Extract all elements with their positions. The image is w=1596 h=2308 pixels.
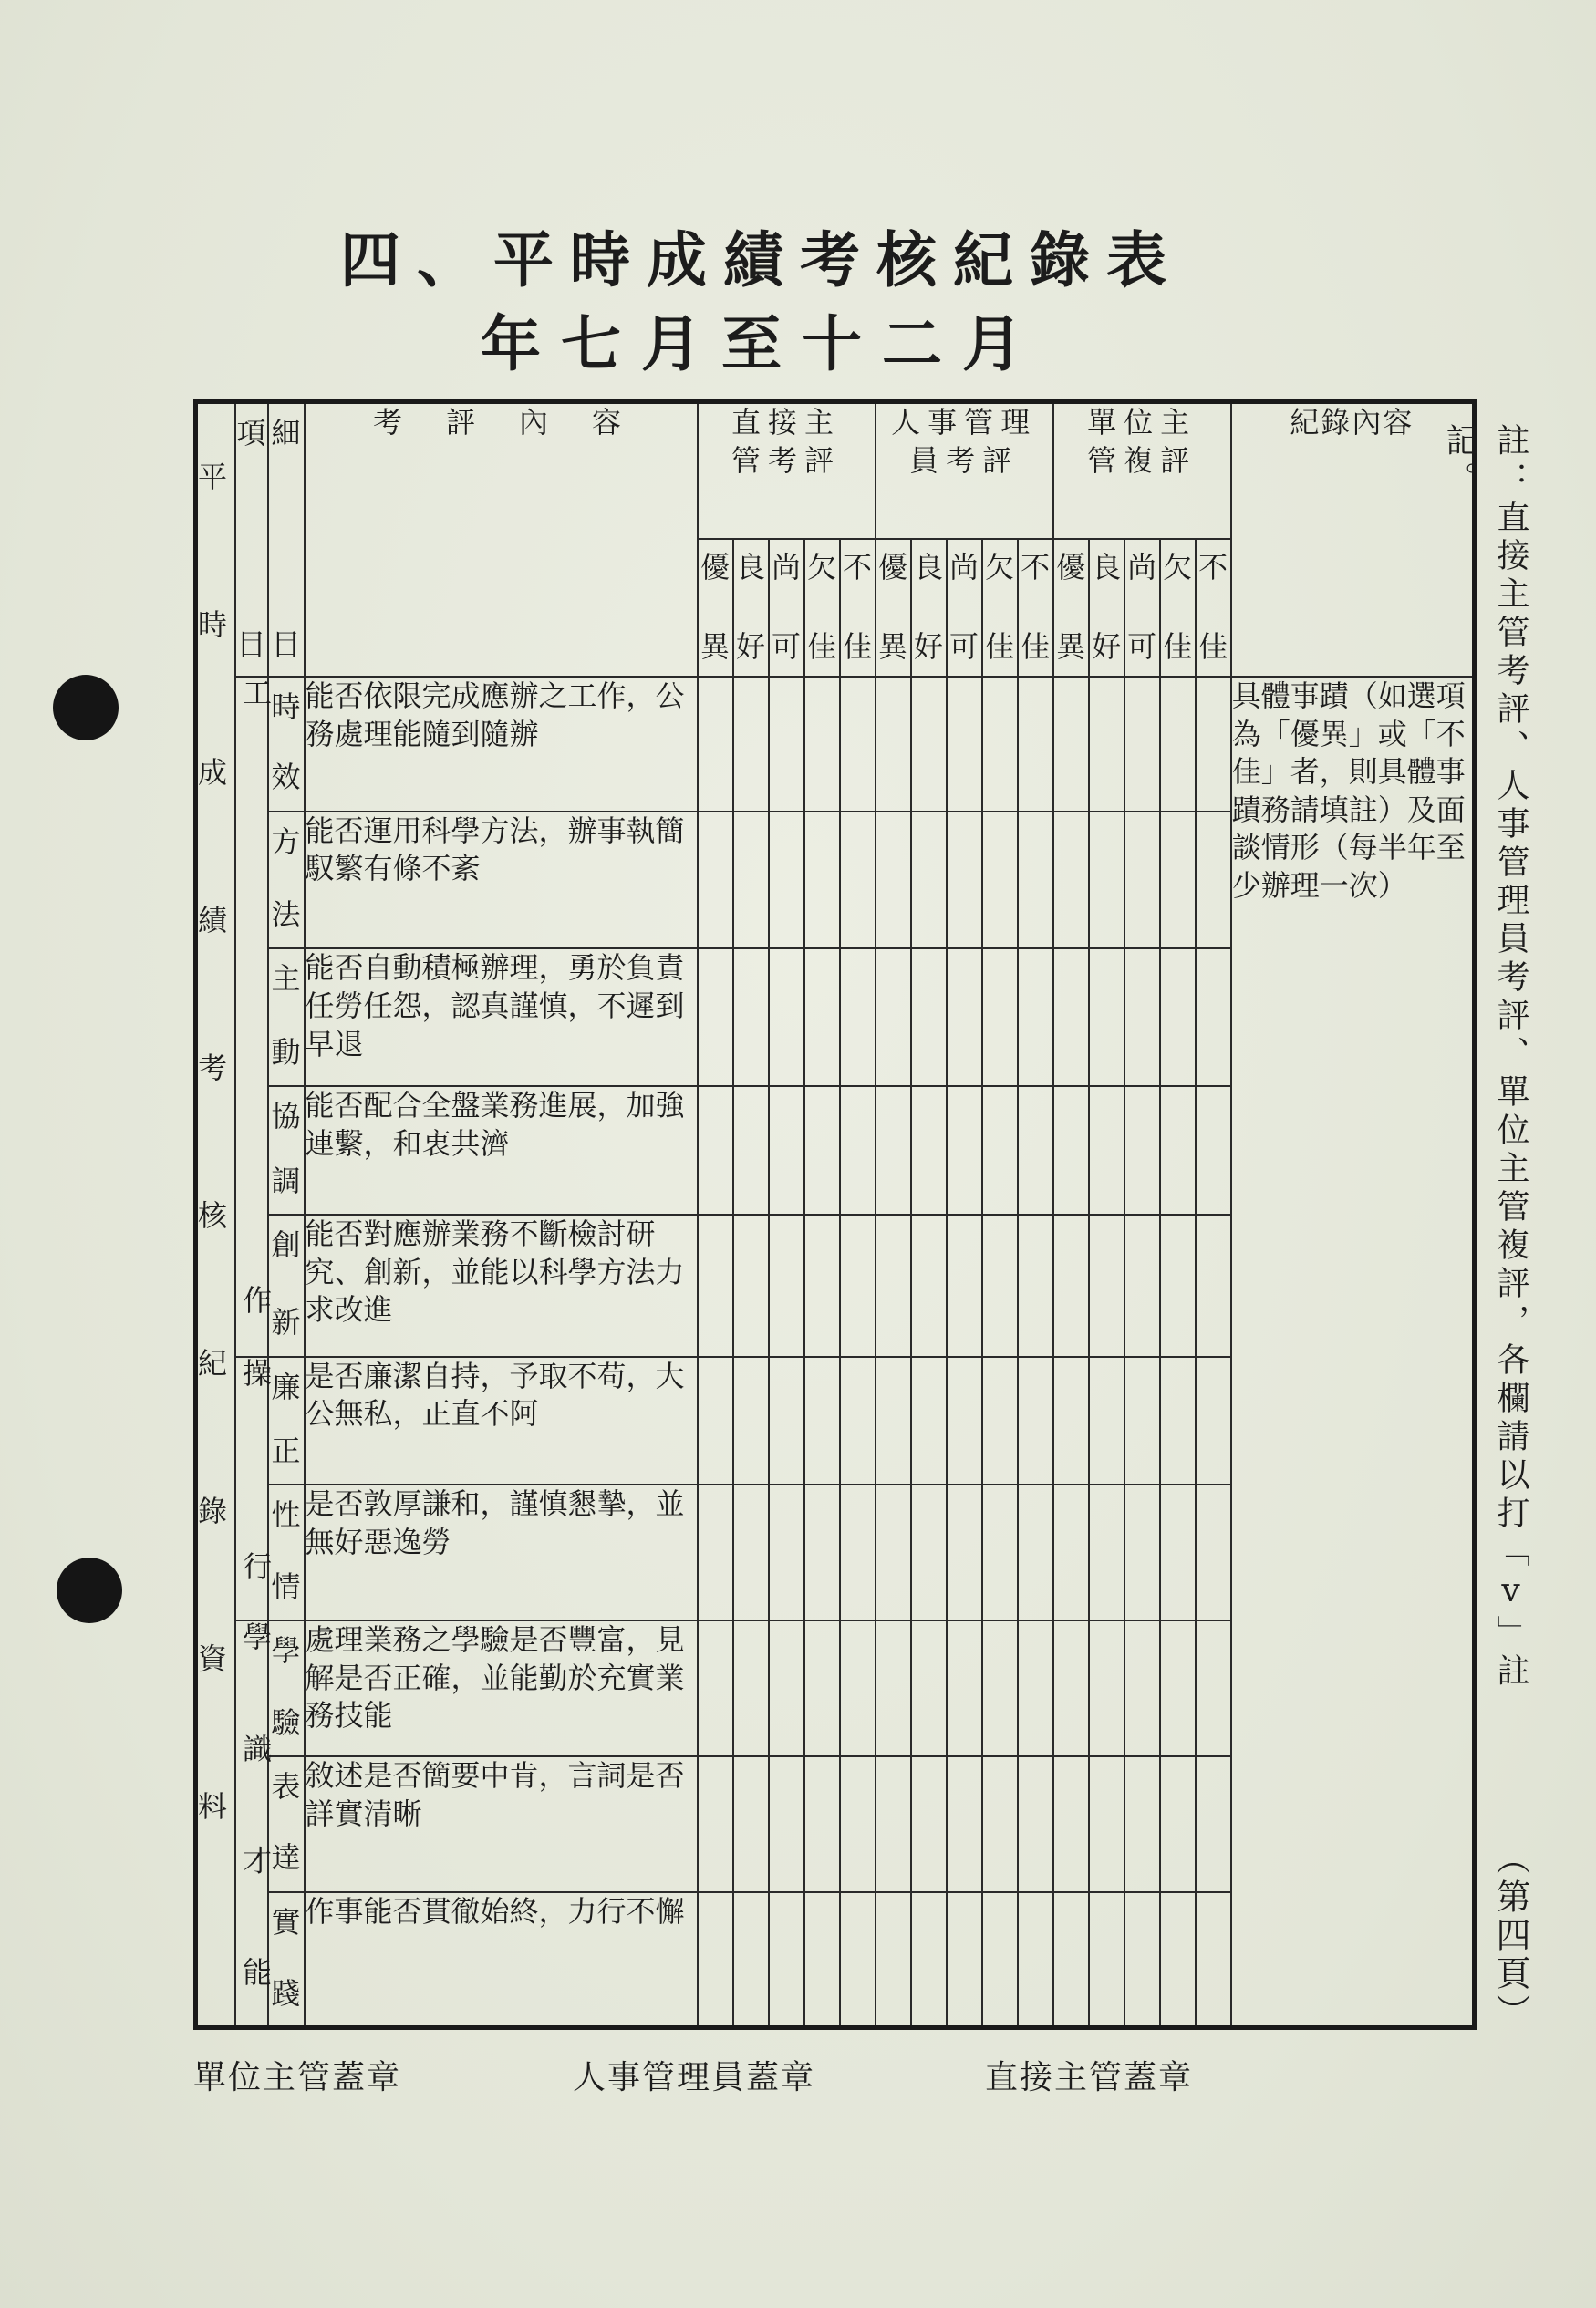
evaluator-unit-header xyxy=(1053,402,1231,540)
grade-checkbox-cell[interactable] xyxy=(876,1756,911,1892)
sub-item-char-bottom: 達 xyxy=(271,1840,301,1876)
sub-item-char-top: 性 xyxy=(271,1497,301,1533)
grade-checkbox-cell[interactable] xyxy=(1018,677,1053,812)
grade-checkbox-cell[interactable] xyxy=(1089,1756,1124,1892)
grade-checkbox-cell[interactable] xyxy=(840,1620,876,1756)
grade-checkbox-cell[interactable] xyxy=(733,1756,769,1892)
criteria-text: 是否廉潔自持，予取不苟，大公無私，正直不阿 xyxy=(305,1358,685,1432)
grade-checkbox-cell[interactable] xyxy=(840,1485,876,1620)
grade-checkbox-cell[interactable] xyxy=(733,1215,769,1357)
grade-checkbox-cell[interactable] xyxy=(1160,948,1196,1086)
grade-checkbox-cell[interactable] xyxy=(1053,948,1089,1086)
grade-checkbox-cell[interactable] xyxy=(876,812,911,949)
grade-checkbox-cell[interactable] xyxy=(1089,677,1124,812)
grade-checkbox-cell[interactable] xyxy=(1196,1620,1231,1756)
record-content-cell[interactable] xyxy=(1231,677,1475,2028)
grade-checkbox-cell[interactable] xyxy=(1053,1357,1089,1485)
stamp-unit-supervisor: 單位主管蓋章 xyxy=(193,2059,402,2096)
grade-checkbox-cell[interactable] xyxy=(911,677,947,812)
item-label-b: 目 xyxy=(236,627,266,663)
grade-char-top: 不 xyxy=(843,550,873,585)
grade-header xyxy=(1196,539,1231,677)
grade-checkbox-cell[interactable] xyxy=(1124,1892,1160,2028)
sub-item-char-top: 實 xyxy=(271,1904,301,1940)
grade-checkbox-cell[interactable] xyxy=(876,1892,911,2028)
grade-checkbox-cell[interactable] xyxy=(1053,1086,1089,1215)
section-label-char: 核 xyxy=(198,1198,228,1234)
grade-header xyxy=(1089,539,1124,677)
grade-checkbox-cell[interactable] xyxy=(1018,1215,1053,1357)
grade-checkbox-cell[interactable] xyxy=(733,812,769,949)
grade-checkbox-cell[interactable] xyxy=(1160,1357,1196,1485)
grade-checkbox-cell[interactable] xyxy=(1089,1892,1124,2028)
grade-checkbox-cell[interactable] xyxy=(876,1485,911,1620)
grade-checkbox-cell[interactable] xyxy=(804,1485,840,1620)
grade-checkbox-cell[interactable] xyxy=(1124,1485,1160,1620)
criteria-text: 能否配合全盤業務進展，加強連繫，和衷共濟 xyxy=(305,1088,685,1161)
grade-checkbox-cell[interactable] xyxy=(769,1620,804,1756)
grade-checkbox-cell[interactable] xyxy=(804,677,840,812)
binder-hole-top xyxy=(53,675,119,740)
grade-header xyxy=(1160,539,1196,677)
grade-header xyxy=(982,539,1018,677)
section-label-char: 紀 xyxy=(198,1346,228,1382)
grade-header xyxy=(733,539,769,677)
evaluator-line-1: 單位主 xyxy=(1087,405,1197,440)
grade-checkbox-cell[interactable] xyxy=(769,1086,804,1215)
grade-checkbox-cell[interactable] xyxy=(947,1086,982,1215)
sub-item-char-bottom: 新 xyxy=(271,1305,301,1340)
grade-checkbox-cell[interactable] xyxy=(911,1756,947,1892)
grade-checkbox-cell[interactable] xyxy=(1089,948,1124,1086)
grade-checkbox-cell[interactable] xyxy=(1018,1620,1053,1756)
grade-char-bottom: 佳 xyxy=(843,629,873,665)
grade-char-top: 尚 xyxy=(949,550,979,585)
grade-checkbox-cell[interactable] xyxy=(1160,1756,1196,1892)
grade-checkbox-cell[interactable] xyxy=(1053,812,1089,949)
criteria-text: 能否對應辦業務不斷檢討研究、創新，並能以科學方法力求改進 xyxy=(305,1216,685,1328)
grade-checkbox-cell[interactable] xyxy=(1018,1892,1053,2028)
grade-checkbox-cell[interactable] xyxy=(911,1215,947,1357)
grade-checkbox-cell[interactable] xyxy=(840,1215,876,1357)
grade-checkbox-cell[interactable] xyxy=(769,1357,804,1485)
grade-checkbox-cell[interactable] xyxy=(876,1357,911,1485)
grade-char-bottom: 佳 xyxy=(1021,629,1051,665)
grade-checkbox-cell[interactable] xyxy=(840,1756,876,1892)
grade-checkbox-cell[interactable] xyxy=(1160,677,1196,812)
grade-checkbox-cell[interactable] xyxy=(1018,948,1053,1086)
grade-checkbox-cell[interactable] xyxy=(769,948,804,1086)
sub-item-char-top: 方 xyxy=(271,823,301,859)
grade-checkbox-cell[interactable] xyxy=(947,1620,982,1756)
grade-checkbox-cell[interactable] xyxy=(911,1892,947,2028)
section-label-cell xyxy=(196,402,235,2028)
grade-checkbox-cell[interactable] xyxy=(1089,1485,1124,1620)
sub-item-char-bottom: 踐 xyxy=(271,1976,301,2012)
category-cell xyxy=(235,677,274,1357)
sub-item-char-top: 廉 xyxy=(271,1369,301,1404)
grade-checkbox-cell[interactable] xyxy=(733,1086,769,1215)
grade-checkbox-cell[interactable] xyxy=(769,812,804,949)
stamp-hr-officer: 人事管理員蓋章 xyxy=(573,2059,816,2096)
grade-checkbox-cell[interactable] xyxy=(1053,1892,1089,2028)
grade-checkbox-cell[interactable] xyxy=(947,948,982,1086)
grade-char-bottom: 佳 xyxy=(1198,629,1228,665)
grade-char-bottom: 佳 xyxy=(985,629,1015,665)
grade-checkbox-cell[interactable] xyxy=(1018,1086,1053,1215)
grade-char-bottom: 異 xyxy=(878,629,908,665)
grade-header xyxy=(1124,539,1160,677)
criteria-cell xyxy=(305,948,698,1086)
record-label: 紀錄內容 xyxy=(1290,405,1415,440)
grade-checkbox-cell[interactable] xyxy=(982,677,1018,812)
grade-char-top: 欠 xyxy=(806,550,836,585)
grade-checkbox-cell[interactable] xyxy=(1053,1485,1089,1620)
grade-checkbox-cell[interactable] xyxy=(1018,1756,1053,1892)
grade-char-bottom: 佳 xyxy=(1163,629,1193,665)
grade-checkbox-cell[interactable] xyxy=(911,1485,947,1620)
grade-checkbox-cell[interactable] xyxy=(840,948,876,1086)
criteria-cell xyxy=(305,1357,698,1485)
evaluator-line-1: 人事管理 xyxy=(891,405,1038,440)
category-label: 工作 xyxy=(238,678,274,1318)
grade-checkbox-cell[interactable] xyxy=(804,1357,840,1485)
criteria-label: 考 評 內 容 xyxy=(372,405,628,440)
grade-checkbox-cell[interactable] xyxy=(840,1892,876,2028)
grade-checkbox-cell[interactable] xyxy=(876,1215,911,1357)
criteria-text: 敘述是否簡要中肯，言詞是否詳實清晰 xyxy=(305,1757,685,1831)
grade-checkbox-cell[interactable] xyxy=(733,948,769,1086)
sub-item-char-bottom: 效 xyxy=(271,760,301,795)
grade-checkbox-cell[interactable] xyxy=(876,948,911,1086)
grade-checkbox-cell[interactable] xyxy=(1160,1485,1196,1620)
grade-checkbox-cell[interactable] xyxy=(947,1485,982,1620)
form-period: 年七月至十二月 xyxy=(481,308,1042,379)
grade-checkbox-cell[interactable] xyxy=(1124,1357,1160,1485)
sub-item-char-top: 學 xyxy=(271,1633,301,1669)
grade-checkbox-cell[interactable] xyxy=(1053,677,1089,812)
category-label: 操行 xyxy=(238,1357,274,1584)
grade-checkbox-cell[interactable] xyxy=(769,1892,804,2028)
sub-item-char-bottom: 情 xyxy=(271,1568,301,1604)
sub-item-char-top: 時 xyxy=(271,689,301,724)
grade-checkbox-cell[interactable] xyxy=(947,677,982,812)
grade-checkbox-cell[interactable] xyxy=(698,1485,733,1620)
section-label-char: 料 xyxy=(198,1789,228,1825)
evaluator-hr-header xyxy=(876,402,1053,540)
grade-checkbox-cell[interactable] xyxy=(1160,812,1196,949)
grade-char-top: 優 xyxy=(700,550,730,585)
grade-checkbox-cell[interactable] xyxy=(1089,1357,1124,1485)
grade-char-bottom: 好 xyxy=(1092,629,1122,665)
grade-char-bottom: 可 xyxy=(949,629,979,665)
grade-checkbox-cell[interactable] xyxy=(911,1620,947,1756)
section-label-char: 資 xyxy=(198,1641,228,1677)
grade-char-top: 良 xyxy=(1092,550,1122,585)
grade-header xyxy=(911,539,947,677)
grade-checkbox-cell[interactable] xyxy=(804,1086,840,1215)
grade-checkbox-cell[interactable] xyxy=(1160,1215,1196,1357)
section-label-char: 成 xyxy=(198,755,228,791)
grade-checkbox-cell[interactable] xyxy=(947,1215,982,1357)
grade-char-bottom: 好 xyxy=(735,629,765,665)
grade-checkbox-cell[interactable] xyxy=(1124,1215,1160,1357)
grade-checkbox-cell[interactable] xyxy=(1196,812,1231,949)
grade-checkbox-cell[interactable] xyxy=(1124,677,1160,812)
criteria-text: 是否敦厚謙和，謹慎懇摯，並無好惡逸勞 xyxy=(305,1486,685,1560)
grade-checkbox-cell[interactable] xyxy=(1053,1756,1089,1892)
grade-char-top: 尚 xyxy=(1127,550,1157,585)
grade-char-bottom: 可 xyxy=(1127,629,1157,665)
section-label-char: 時 xyxy=(198,607,228,643)
grade-header xyxy=(804,539,840,677)
grade-char-bottom: 異 xyxy=(1056,629,1086,665)
grade-checkbox-cell[interactable] xyxy=(698,1086,733,1215)
grade-checkbox-cell[interactable] xyxy=(840,812,876,949)
grade-checkbox-cell[interactable] xyxy=(698,677,733,812)
section-label-char: 考 xyxy=(198,1051,228,1086)
criteria-cell xyxy=(305,812,698,949)
grade-checkbox-cell[interactable] xyxy=(698,1215,733,1357)
grade-char-top: 不 xyxy=(1198,550,1228,585)
section-label-char: 績 xyxy=(198,903,228,938)
side-note: 註：直接主管考評、人事管理員考評、單位主管複評，各欄請以打「v」註記。 xyxy=(1441,423,1529,1692)
grade-checkbox-cell[interactable] xyxy=(1196,1756,1231,1892)
grade-checkbox-cell[interactable] xyxy=(804,948,840,1086)
grade-checkbox-cell[interactable] xyxy=(982,1485,1018,1620)
grade-checkbox-cell[interactable] xyxy=(1089,1620,1124,1756)
grade-char-top: 良 xyxy=(735,550,765,585)
grade-checkbox-cell[interactable] xyxy=(1160,1086,1196,1215)
grade-header xyxy=(1018,539,1053,677)
sub-label-b: 目 xyxy=(271,627,301,663)
criteria-cell xyxy=(305,1892,698,2028)
grade-checkbox-cell[interactable] xyxy=(804,1756,840,1892)
grade-char-top: 優 xyxy=(878,550,908,585)
grade-checkbox-cell[interactable] xyxy=(1160,1620,1196,1756)
grade-checkbox-cell[interactable] xyxy=(911,1357,947,1485)
grade-checkbox-cell[interactable] xyxy=(769,1215,804,1357)
item-label-a: 項 xyxy=(236,416,266,450)
grade-checkbox-cell[interactable] xyxy=(876,677,911,812)
grade-checkbox-cell[interactable] xyxy=(1124,812,1160,949)
grade-checkbox-cell[interactable] xyxy=(911,812,947,949)
grade-checkbox-cell[interactable] xyxy=(769,1485,804,1620)
evaluator-direct-header xyxy=(698,402,876,540)
criteria-cell xyxy=(305,1620,698,1756)
evaluator-line-2: 管複評 xyxy=(1087,442,1197,478)
grade-checkbox-cell[interactable] xyxy=(1124,948,1160,1086)
grade-checkbox-cell[interactable] xyxy=(876,1086,911,1215)
grade-checkbox-cell[interactable] xyxy=(1124,1086,1160,1215)
grade-header xyxy=(1053,539,1089,677)
section-label-char: 平 xyxy=(198,460,228,495)
grade-checkbox-cell[interactable] xyxy=(876,1620,911,1756)
grade-checkbox-cell[interactable] xyxy=(1196,1357,1231,1485)
grade-checkbox-cell[interactable] xyxy=(1196,1892,1231,2028)
grade-checkbox-cell[interactable] xyxy=(733,1485,769,1620)
criteria-text: 作事能否貫徹始終，力行不懈 xyxy=(305,1893,685,1929)
grade-checkbox-cell[interactable] xyxy=(840,1086,876,1215)
grade-checkbox-cell[interactable] xyxy=(982,1892,1018,2028)
sub-label-cell xyxy=(268,402,305,678)
sub-item-char-bottom: 法 xyxy=(271,897,301,933)
grade-header xyxy=(947,539,982,677)
criteria-cell xyxy=(305,677,698,812)
grade-checkbox-cell[interactable] xyxy=(982,1357,1018,1485)
grade-checkbox-cell[interactable] xyxy=(1053,1215,1089,1357)
criteria-text: 能否運用科學方法，辦事執簡馭繁有條不紊 xyxy=(305,812,685,886)
grade-checkbox-cell[interactable] xyxy=(1018,1357,1053,1485)
grade-checkbox-cell[interactable] xyxy=(698,948,733,1086)
grade-checkbox-cell[interactable] xyxy=(1196,948,1231,1086)
criteria-text: 能否自動積極辦理，勇於負責任勞任怨，認真謹慎，不遲到早退 xyxy=(305,950,685,1061)
grade-char-top: 欠 xyxy=(1163,550,1193,585)
grade-char-top: 不 xyxy=(1021,550,1051,585)
category-cell xyxy=(235,1620,274,2027)
evaluator-line-2: 管考評 xyxy=(731,442,842,478)
category-cell xyxy=(235,1357,274,1620)
criteria-text: 能否依限完成應辦之工作，公務處理能隨到隨辦 xyxy=(305,678,685,751)
grade-checkbox-cell[interactable] xyxy=(1124,1756,1160,1892)
grade-checkbox-cell[interactable] xyxy=(1196,1086,1231,1215)
grade-checkbox-cell[interactable] xyxy=(733,1357,769,1485)
grade-char-top: 良 xyxy=(914,550,944,585)
grade-checkbox-cell[interactable] xyxy=(733,1892,769,2028)
section-label-char: 錄 xyxy=(198,1494,228,1529)
grade-checkbox-cell[interactable] xyxy=(1196,1215,1231,1357)
grade-checkbox-cell[interactable] xyxy=(804,812,840,949)
record-note: 具體事蹟（如選項為「優異」或「不佳」者，則具體事蹟務請填註）及面談情形（每半年至少辦理一次） xyxy=(1231,678,1466,903)
criteria-text: 處理業務之學驗是否豐富，見解是否正確，並能勤於充實業務技能 xyxy=(305,1622,685,1734)
grade-checkbox-cell[interactable] xyxy=(982,948,1018,1086)
grade-checkbox-cell[interactable] xyxy=(1018,1485,1053,1620)
grade-checkbox-cell[interactable] xyxy=(1196,1485,1231,1620)
evaluator-line-1: 直接主 xyxy=(731,405,842,440)
grade-char-top: 尚 xyxy=(771,550,801,585)
grade-checkbox-cell[interactable] xyxy=(1089,1215,1124,1357)
grade-checkbox-cell[interactable] xyxy=(911,1086,947,1215)
grade-checkbox-cell[interactable] xyxy=(982,812,1018,949)
grade-checkbox-cell[interactable] xyxy=(982,1620,1018,1756)
sub-item-char-bottom: 動 xyxy=(271,1034,301,1070)
grade-checkbox-cell[interactable] xyxy=(947,1756,982,1892)
grade-checkbox-cell[interactable] xyxy=(698,1756,733,1892)
grade-checkbox-cell[interactable] xyxy=(982,1086,1018,1215)
sub-item-char-top: 主 xyxy=(271,961,301,997)
grade-checkbox-cell[interactable] xyxy=(1018,812,1053,949)
grade-char-bottom: 異 xyxy=(700,629,730,665)
criteria-cell xyxy=(305,1756,698,1892)
grade-checkbox-cell[interactable] xyxy=(947,1357,982,1485)
grade-checkbox-cell[interactable] xyxy=(911,948,947,1086)
evaluation-table xyxy=(193,399,1477,2030)
grade-checkbox-cell[interactable] xyxy=(1089,1086,1124,1215)
grade-checkbox-cell[interactable] xyxy=(1053,1620,1089,1756)
category-label: 學識才能 xyxy=(238,1621,274,1991)
item-label-cell xyxy=(235,402,268,678)
evaluator-line-2: 員考評 xyxy=(909,442,1020,478)
grade-char-bottom: 可 xyxy=(771,629,801,665)
grade-checkbox-cell[interactable] xyxy=(733,677,769,812)
sub-label-a: 細 xyxy=(271,416,301,450)
grade-checkbox-cell[interactable] xyxy=(982,1756,1018,1892)
grade-char-top: 優 xyxy=(1056,550,1086,585)
grade-checkbox-cell[interactable] xyxy=(698,1892,733,2028)
form-title: 四、平時成績考核紀錄表 xyxy=(340,224,1183,295)
grade-checkbox-cell[interactable] xyxy=(1196,677,1231,812)
grade-checkbox-cell[interactable] xyxy=(698,812,733,949)
sub-item-char-top: 表 xyxy=(271,1768,301,1804)
grade-checkbox-cell[interactable] xyxy=(947,1892,982,2028)
grade-checkbox-cell[interactable] xyxy=(698,1357,733,1485)
criteria-cell xyxy=(305,1215,698,1357)
criteria-cell xyxy=(305,1485,698,1620)
sub-item-char-top: 協 xyxy=(271,1099,301,1134)
grade-checkbox-cell[interactable] xyxy=(840,677,876,812)
grade-checkbox-cell[interactable] xyxy=(804,1215,840,1357)
criteria-cell xyxy=(305,1086,698,1215)
grade-checkbox-cell[interactable] xyxy=(733,1620,769,1756)
stamp-direct-supervisor: 直接主管蓋章 xyxy=(985,2059,1194,2096)
grade-checkbox-cell[interactable] xyxy=(982,1215,1018,1357)
grade-checkbox-cell[interactable] xyxy=(769,677,804,812)
grade-checkbox-cell[interactable] xyxy=(1089,812,1124,949)
page-number: （第四頁） xyxy=(1490,1840,1530,2032)
sub-item-char-top: 創 xyxy=(271,1226,301,1262)
grade-checkbox-cell[interactable] xyxy=(1160,1892,1196,2028)
grade-checkbox-cell[interactable] xyxy=(840,1357,876,1485)
sub-item-char-bottom: 調 xyxy=(271,1163,301,1198)
grade-char-top: 欠 xyxy=(985,550,1015,585)
grade-checkbox-cell[interactable] xyxy=(804,1892,840,2028)
grade-checkbox-cell[interactable] xyxy=(947,812,982,949)
grade-checkbox-cell[interactable] xyxy=(769,1756,804,1892)
sub-item-char-bottom: 正 xyxy=(271,1433,301,1469)
grade-checkbox-cell[interactable] xyxy=(804,1620,840,1756)
grade-checkbox-cell[interactable] xyxy=(1124,1620,1160,1756)
criteria-header xyxy=(305,402,698,678)
grade-header xyxy=(876,539,911,677)
grade-char-bottom: 佳 xyxy=(806,629,836,665)
grade-header xyxy=(840,539,876,677)
grade-header xyxy=(769,539,804,677)
binder-hole-bottom xyxy=(57,1558,122,1623)
grade-header xyxy=(698,539,733,677)
grade-char-bottom: 好 xyxy=(914,629,944,665)
grade-checkbox-cell[interactable] xyxy=(698,1620,733,1756)
sub-item-char-bottom: 驗 xyxy=(271,1704,301,1740)
